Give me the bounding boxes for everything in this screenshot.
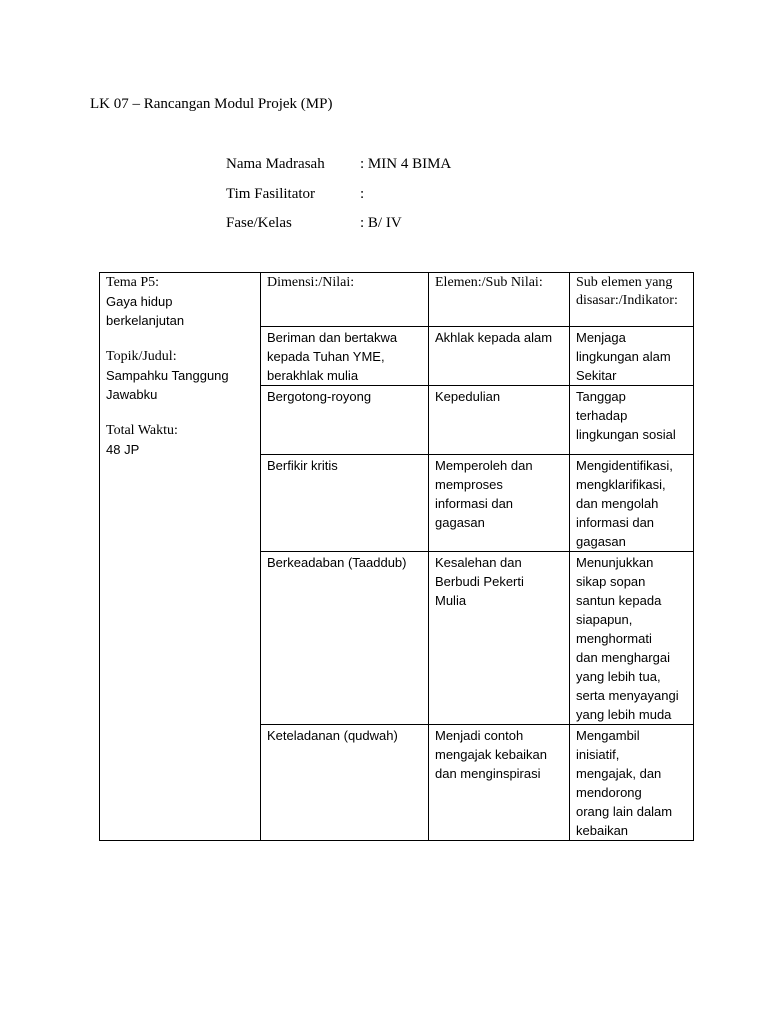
topic-value: Sampahku Tanggung Jawabku (106, 368, 229, 402)
table-header-row (100, 273, 694, 327)
sub-element-cell: Mengidentifikasi, mengklarifikasi, dan mengolah informasi dan gagasan (570, 455, 694, 552)
document-title: LK 07 – Rancangan Modul Projek (MP) (90, 96, 333, 112)
sub-element-cell: Menunjukkan sikap sopan santun kepada siapapun, menghormati dan menghargai yang lebih tua, serta menyayangi yang lebih muda (570, 552, 694, 725)
element-cell: Menjadi contoh mengajak kebaikan dan menginspirasi (429, 725, 570, 841)
dimension-cell: Berfikir kritis (261, 455, 429, 552)
dimension-cell: Bergotong-royong (261, 386, 429, 455)
element-cell: Kepedulian (429, 386, 570, 455)
dimension-cell: Keteladanan (qudwah) (261, 725, 429, 841)
theme-value: Gaya hidup berkelanjutan (106, 294, 185, 328)
theme-label: Tema P5: (106, 275, 160, 290)
phase-class-value: : B/ IV (360, 215, 402, 231)
topic-label: Topik/Judul: (106, 349, 177, 364)
theme-gap (106, 330, 254, 348)
sub-element-cell: Tanggap terhadap lingkungan sosial (570, 386, 694, 455)
facilitator-team-value: : (360, 185, 365, 202)
element-cell: Memperoleh dan memproses informasi dan gagasan (429, 455, 570, 552)
element-cell: Akhlak kepada alam (429, 327, 570, 386)
element-header: Elemen:/Sub Nilai: (429, 273, 570, 327)
facilitator-team-label: Tim Fasilitator (226, 185, 316, 202)
phase-class-label: Fase/Kelas (226, 215, 292, 231)
sub-element-header: Sub elemen yang disasar:/Indikator: (570, 273, 694, 327)
dimension-cell: Berkeadaban (Taaddub) (261, 552, 429, 725)
dimension-cell: Beriman dan bertakwa kepada Tuhan YME, berakhlak mulia (261, 327, 429, 386)
sub-element-cell: Mengambil inisiatif, mengajak, dan mendorong orang lain dalam kebaikan (570, 725, 694, 841)
school-name-label: Nama Madrasah (226, 156, 325, 172)
project-module-table (99, 272, 694, 841)
sub-element-cell: Menjaga lingkungan alam Sekitar (570, 327, 694, 386)
total-time-value: 48 JP (106, 442, 140, 457)
element-cell: Kesalehan dan Berbudi Pekerti Mulia (429, 552, 570, 725)
school-name-value: : MIN 4 BIMA (360, 156, 452, 172)
total-time-label: Total Waktu: (106, 423, 178, 438)
dimension-header: Dimensi:/Nilai: (261, 273, 429, 327)
topic-gap (106, 404, 254, 422)
theme-cell (100, 273, 261, 841)
